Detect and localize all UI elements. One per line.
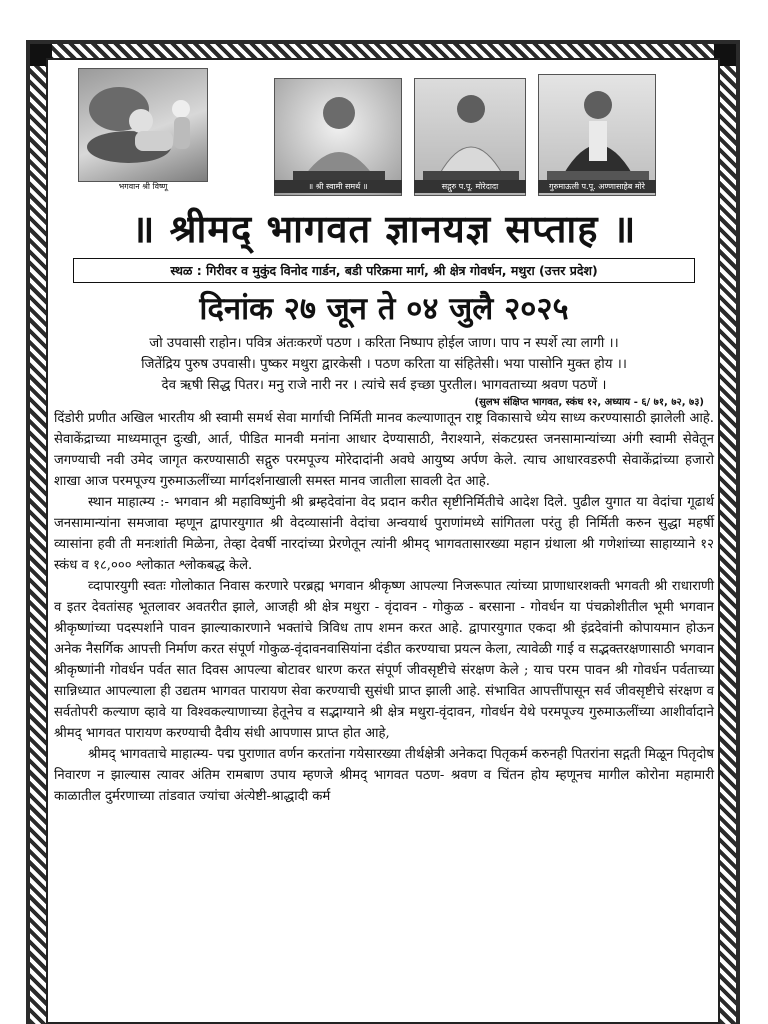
vishnu-image (78, 68, 208, 192)
venue-box: स्थळ : गिरीवर व मुकुंद विनोद गार्डन, बडी परिक्रमा मार्ग, श्री क्षेत्र गोवर्धन, मथुरा (उत्तर प्रदेश) (73, 258, 695, 283)
verse-block (54, 333, 714, 408)
dwaparyug-paragraph: व्दापारयुगी स्वतः गोलोकात निवास करणारे परब्रह्म भगवान श्रीकृष्ण आपल्या निजरूपात त्यांच्या प्राणाधारशक्ती भगवती श्री राधाराणी व इतर देवतांसह भूतलावर अवतरीत झाले, आजही श्री क्षेत्र मथुरा - वृंदावन - गोकुळ - बरसाना - गोवर्धन या पंचक्रोशीतील भूमी भगवान श्रीकृष्णांच्या पदस्पर्शाने पावन झाल्याकारणाने भक्तांचे त्रिविध ताप शमन करत आहे. द्वापारयुगात एकदा श्री इंद्रदेवांनी कोपायमान होऊन अनेक नैसर्गिक आपत्ती निर्माण करत संपूर्ण गोकुळ-वृंदावनवासियांना दंडीत करण्याचा प्रयत्न केला, त्यावेळी गाई व सद्भक्तरक्षणासाठी भगवान श्रीकृष्णांनी गोवर्धन पर्वत सात दिवस आपल्या बोटावर धारण करत संपूर्ण जीवसृष्टीचे संरक्षण केले ; याच परम पावन श्री गोवर्धन पर्वताच्या सान्निध्यात आपल्याला ही उद्यतम भागवत पारायण सेवा करण्याची सुसंधी प्राप्त झाली आहे. संभावित आपत्तींपासून सर्व जीवसृष्टीचे संरक्षण व सर्वतोपरी कल्याण व्हावे या विश्वकल्याणाच्या हेतूनेच व सद्भाग्याने श्री क्षेत्र मथुरा-वृंदावन, गोवर्धन येथे परमपूज्य गुरुमाऊलींच्या आशीर्वादाने श्रीमद् भागवत पारायण करण्याची दैवीय संधी आपणास प्राप्त होत आहे, (54, 579, 714, 741)
bhagwat-mahatmya-paragraph: श्रीमद् भागवताचे माहात्म्य- पद्म पुराणात वर्णन करतांना गयेसारख्या तीर्थक्षेत्री अनेकदा पितृकर्म करुनही पितरांना सद्गती मिळून पितृदोष निवारण न झाल्यास त्यावर अंतिम रामबाण उपाय म्हणजे श्रीमद् भागवत पठण- श्रवण व चिंतन होय म्हणूनच मागील कोरोना महामारी काळातील दुर्मरणाच्या तांडवात ज्यांचा अंत्येष्टी-श्राद्धादी कर्म (54, 747, 714, 804)
verse-reference: (सुलभ संक्षिप्त भागवत, स्कंध १२, अध्याय - ६/ ७१, ७२, ७३) (474, 397, 704, 408)
verse-line: जो उपवासी राहोन। पवित्र अंतःकरणें पठण । करिता निष्पाप होईल जाण। पाप न स्पर्शे त्या लागी ।। (149, 336, 619, 351)
verse-line: देव ऋषी सिद्ध पितर। मनु राजे नारी नर । त्यांचे सर्व इच्छा पुरतील। भागवताच्या श्रवण पठणें । (161, 378, 607, 393)
samarth-image (274, 78, 402, 194)
samarth-caption: ॥ श्री स्वामी समर्थ ॥ (274, 180, 402, 193)
vishnu-caption: भगवान श्री विष्णू (118, 182, 168, 191)
photo-strip (54, 64, 714, 198)
vishnu-illustration-icon (79, 69, 208, 181)
intro-paragraph: दिंडोरी प्रणीत अखिल भारतीय श्री स्वामी समर्थ सेवा मार्गाची निर्मिती मानव कल्याणातून राष्ट्र विकासाचे ध्येय साध्य करण्यासाठी झालेली आहे. सेवाकेंद्राच्या माध्यमातून दुःखी, आर्त, पीडित मानवी मनांना आधार देण्यासाठी, नैराश्याने, संकटग्रस्त जनसामान्यांच्या अंगी स्वामी सेवेतून जगण्याची नवी उमेद जागृत करण्यासाठी सद्गुरु परमपूज्य मोरेदादांनी अवघे आयुष्य अर्पण केले. त्याच आधारवडरुपी सेवाकेंद्रांच्या हजारो शाखा आज परमपूज्य गुरुमाऊलींच्या मार्गदर्शनाखाली समस्त मानव जातीला सावली देत आहे. (54, 411, 714, 489)
event-date: दिनांक २७ जून ते ०४ जुलै २०२५ (199, 291, 569, 327)
event-title: ॥ श्रीमद् भागवत ज्ञानयज्ञ सप्ताह ॥ (131, 206, 637, 251)
annasaheb-image (538, 74, 656, 194)
moredada-caption: सद्गुरु प.पू. मोरेदादा (414, 180, 526, 193)
moredada-portrait-icon (415, 79, 526, 195)
annasaheb-portrait-icon (539, 75, 656, 195)
samarth-portrait-icon (275, 79, 402, 195)
sthan-mahatmya-paragraph: स्थान माहात्म्य :- भगवान श्री महाविष्णुंनी श्री ब्रम्हदेवांना वेद प्रदान करीत सृष्टीनिर्मितीचे आदेश दिले. पुढील युगात या वेदांचा गूढार्थ जनसामान्यांना समजावा म्हणून द्वापारयुगात श्री वेदव्यासांनी वेदांचा अन्वयार्थ पुराणांमध्ये सांगितला परंतु ही निर्मिती करुन सुद्धा महर्षी व्यासांना हवी ती मनःशांती मिळेना, तेव्हा देवर्षी नारदांच्या प्रेरणेतून त्यांनी श्रीमद् भागवतासारख्या महान ग्रंथाला श्री गणेशांच्या साहाय्याने १२ स्कंध व १८,००० श्लोकात श्लोकबद्ध केले. (54, 495, 714, 573)
verse-line: जितेंद्रिय पुरुष उपवासी। पुष्कर मथुरा द्वारकेसी । पठण करिता या संहितेसी। भया पासोनि मुक्त होय ।। (141, 357, 627, 372)
moredada-image (414, 78, 526, 194)
annasaheb-caption: गुरुमाऊली प.पू. अण्णासाहेब मोरे (538, 180, 656, 193)
flyer-content (54, 64, 714, 807)
